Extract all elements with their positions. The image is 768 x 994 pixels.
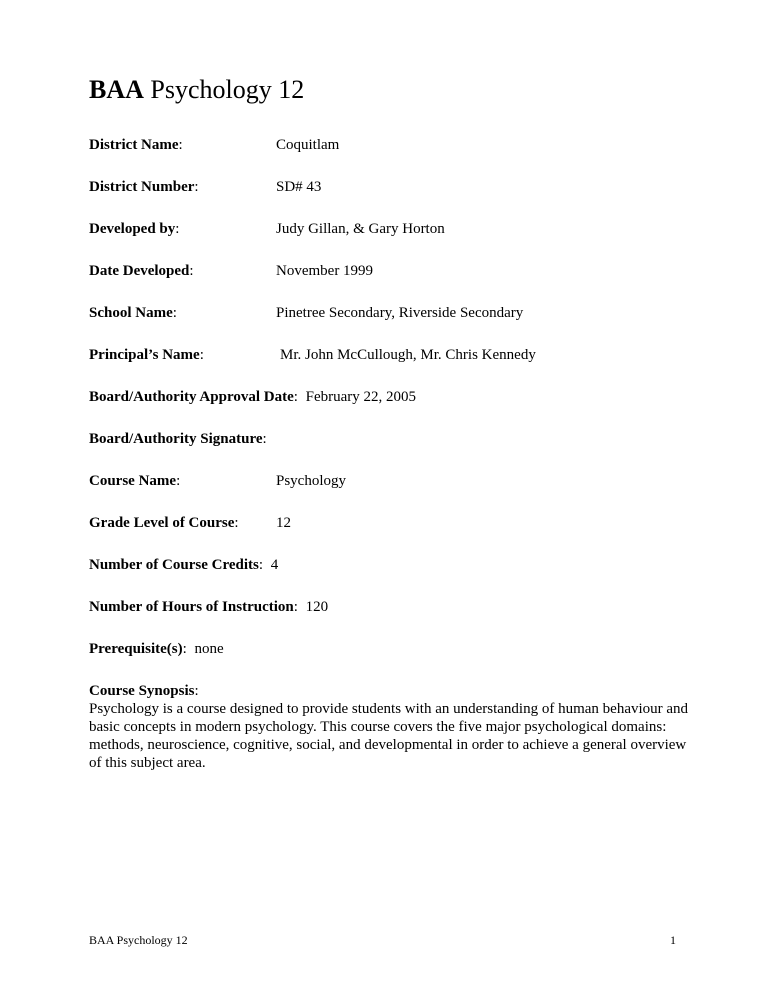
field-colon: :	[176, 473, 181, 489]
field-label: Number of Course Credits	[89, 557, 259, 573]
field-value: 4	[270, 557, 279, 573]
field-colon: :	[178, 137, 183, 153]
field-board-approval-date	[89, 388, 416, 406]
field-principals-name	[89, 346, 536, 364]
field-district-number	[89, 178, 322, 196]
field-label: Board/Authority Signature	[89, 431, 263, 447]
document-title	[89, 75, 304, 105]
page-number: 1	[670, 933, 676, 947]
field-school-name	[89, 304, 524, 322]
field-label: Course Name	[89, 473, 177, 489]
field-value: February 22, 2005	[305, 389, 417, 405]
synopsis-text: Psychology is a course designed to provide students with an understanding of human behaviour and basic concepts in modern psychology. This course covers the five major psychological domains: methods, neuroscience, cognitive, social, and developmental in order to achieve a general overview of this subject area.	[89, 701, 689, 771]
field-colon: :	[234, 515, 239, 531]
field-colon: :	[293, 389, 298, 405]
field-colon: :	[189, 263, 194, 279]
field-colon: :	[262, 431, 267, 447]
title-rest: Psychology 12	[150, 75, 305, 104]
field-colon: :	[258, 557, 264, 573]
field-course-name	[89, 472, 347, 490]
field-colon: :	[172, 305, 177, 321]
synopsis-heading	[89, 682, 199, 700]
field-colon: :	[182, 641, 187, 657]
field-label: Date Developed	[89, 263, 190, 279]
field-value: Coquitlam	[276, 137, 340, 153]
field-label: Number of Hours of Instruction	[89, 599, 294, 615]
field-value: 12	[276, 515, 291, 531]
field-colon: :	[194, 179, 199, 195]
field-label: District Number	[89, 179, 195, 195]
field-value: none	[194, 641, 224, 657]
field-board-signature	[89, 430, 271, 448]
field-label: Prerequisite(s)	[89, 641, 183, 657]
field-value: Pinetree Secondary, Riverside Secondary	[276, 305, 524, 321]
synopsis-label: Course Synopsis	[89, 683, 195, 699]
field-value: SD# 43	[276, 179, 322, 195]
field-developed-by	[89, 220, 445, 238]
field-value: November 1999	[276, 263, 374, 279]
field-hours-instruction	[89, 598, 328, 616]
field-date-developed	[89, 262, 374, 280]
field-value: 120	[305, 599, 329, 615]
field-value: Mr. John McCullough, Mr. Chris Kennedy	[280, 347, 536, 363]
field-district-name	[89, 136, 340, 154]
field-colon: :	[175, 221, 180, 237]
field-label: Grade Level of Course	[89, 515, 235, 531]
field-value: Judy Gillan, & Gary Horton	[276, 221, 445, 237]
field-colon: :	[199, 347, 204, 363]
field-course-credits	[89, 556, 278, 574]
field-label: Board/Authority Approval Date	[89, 389, 294, 405]
title-bold: BAA	[89, 75, 144, 104]
field-colon: :	[293, 599, 298, 615]
field-label: Principal’s Name	[89, 347, 200, 363]
footer-title: BAA Psychology 12	[89, 933, 188, 947]
field-label: District Name	[89, 137, 179, 153]
field-grade-level	[89, 514, 291, 532]
field-label: Developed by	[89, 221, 176, 237]
field-label: School Name	[89, 305, 173, 321]
synopsis-colon: :	[194, 683, 199, 699]
field-value: Psychology	[276, 473, 347, 489]
field-prerequisites	[89, 640, 224, 658]
